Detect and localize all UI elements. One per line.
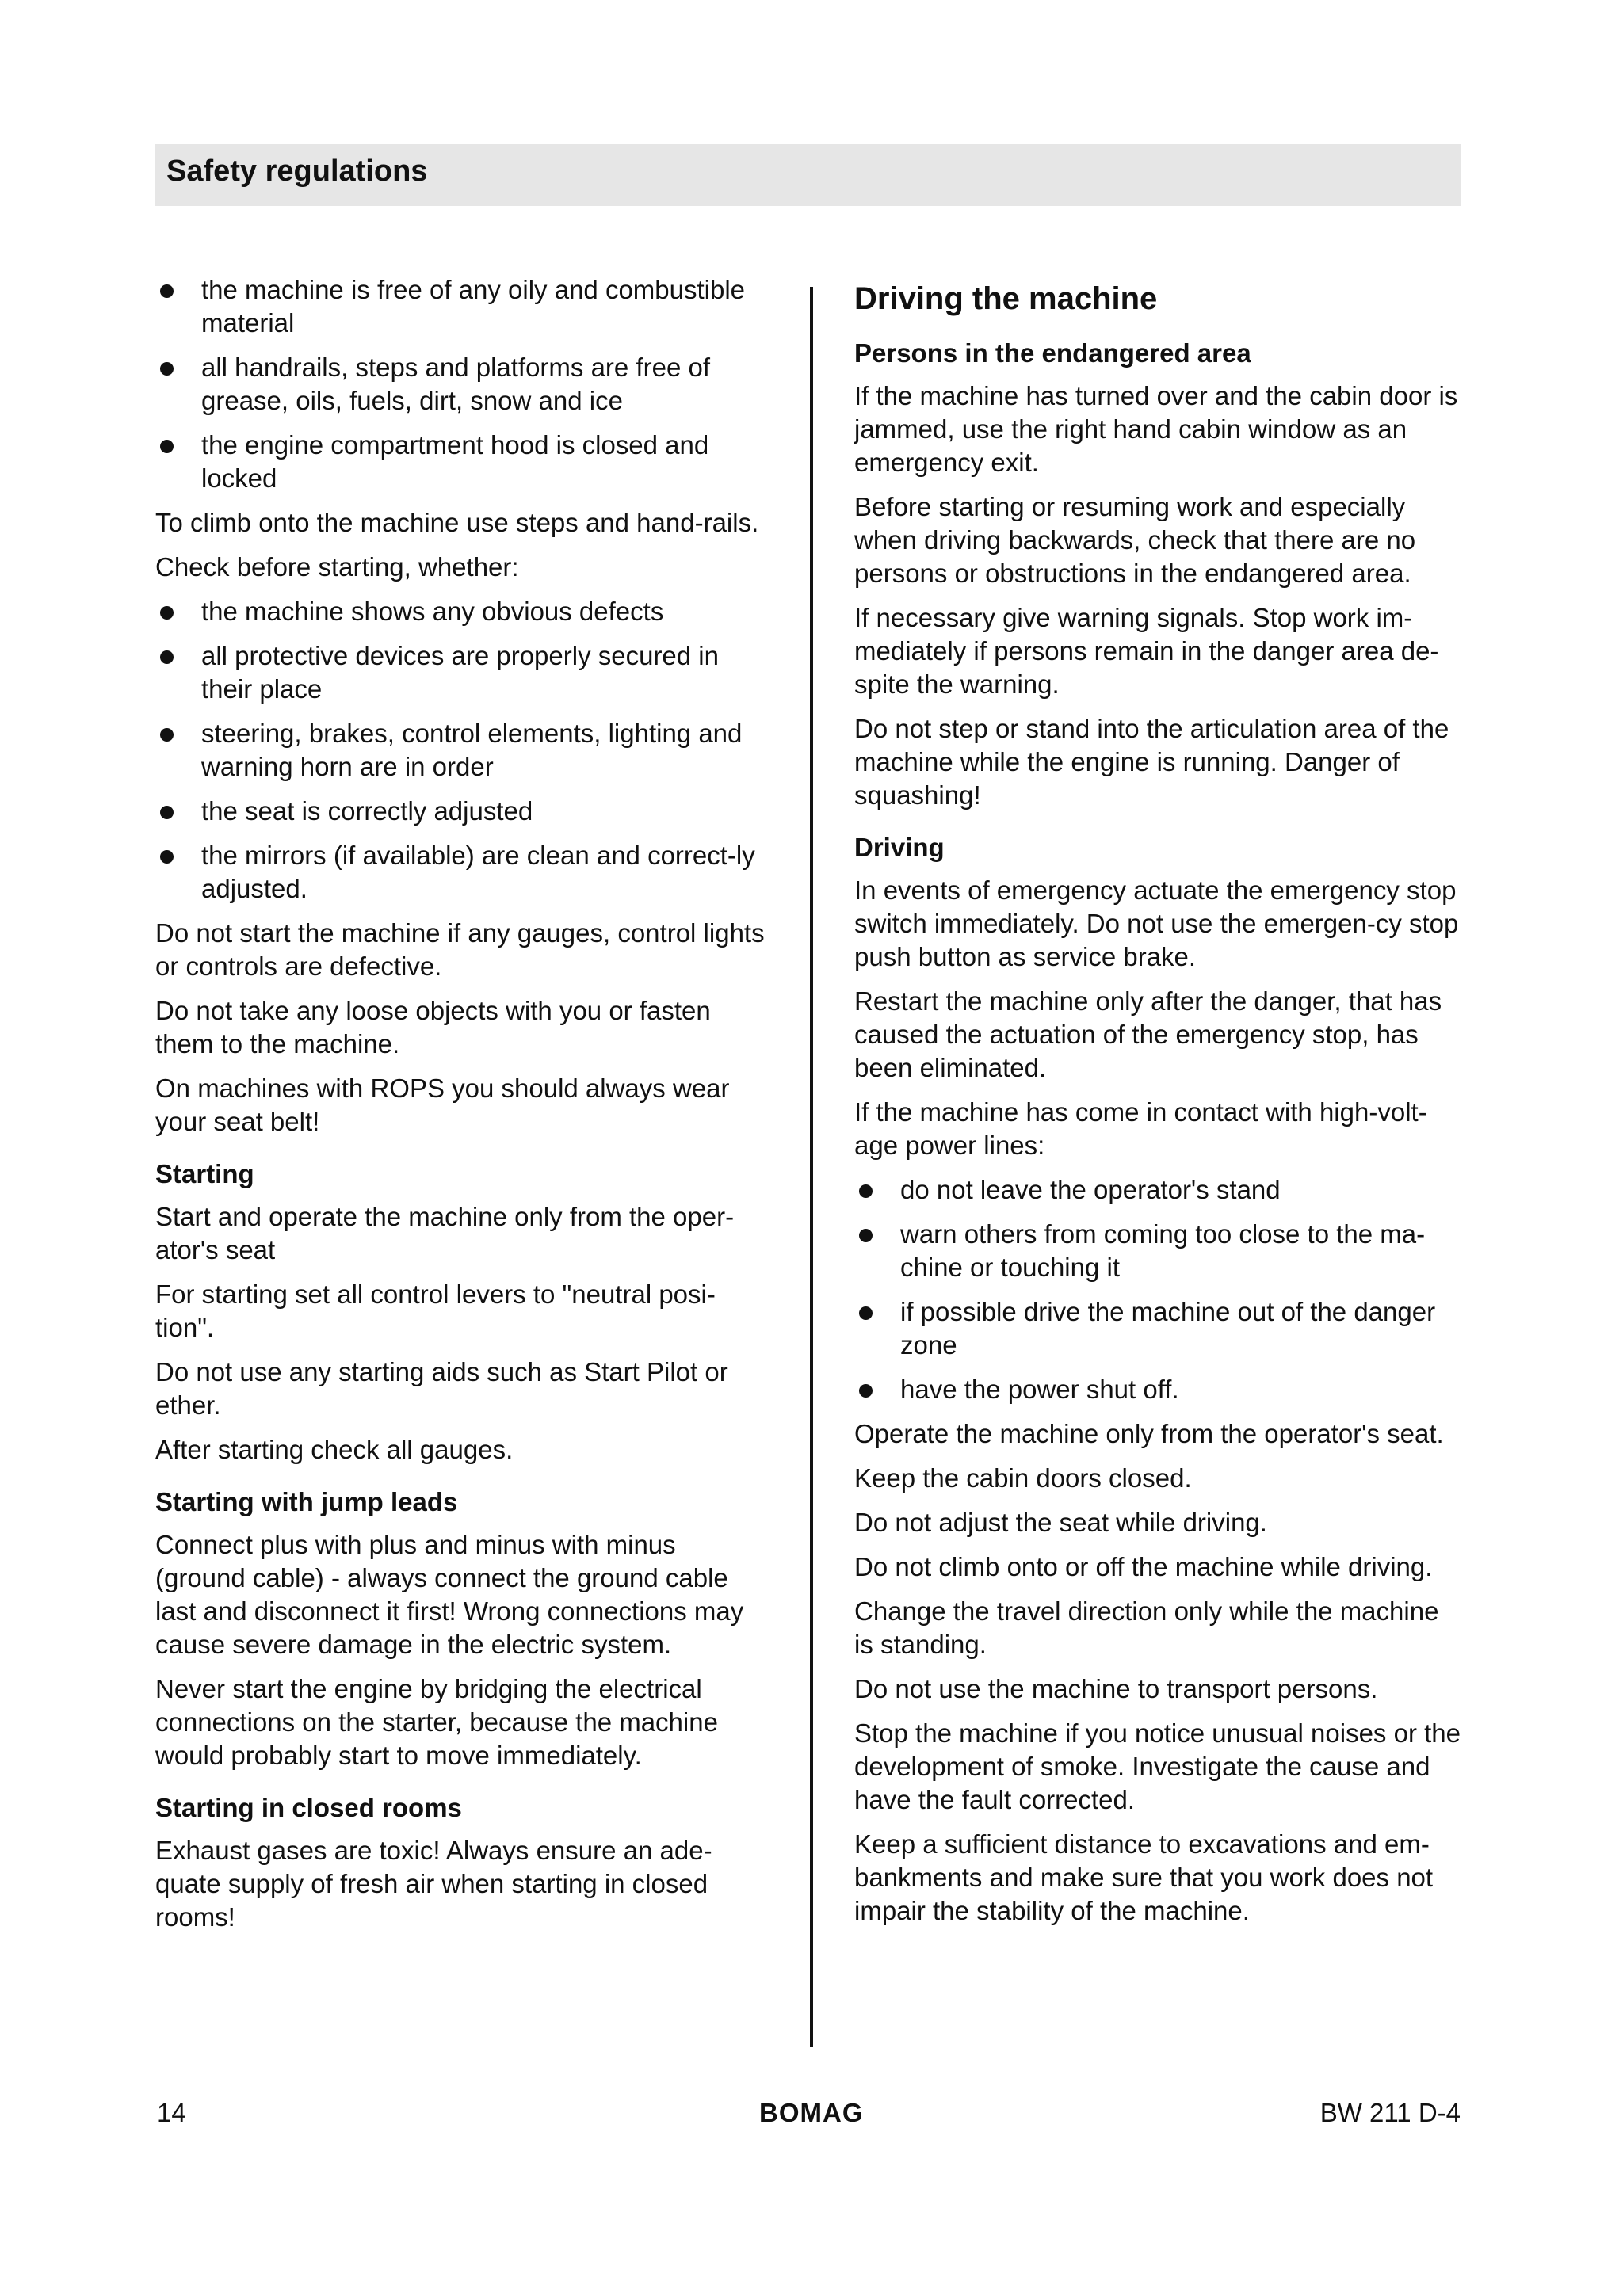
paragraph: Do not take any loose objects with you or fasten them to the machine. (155, 996, 711, 1058)
list-item (854, 1373, 1463, 1406)
intro-bullet-list (155, 273, 766, 495)
bullet-text: the machine shows any obvious defects (201, 597, 664, 626)
bullet-text: the seat is correctly adjusted (201, 796, 533, 826)
paragraph: Before starting or resuming work and especially when driving backwards, check that there are no persons or obstructions in the endangered area. (854, 492, 1416, 588)
paragraph: Do not use the machine to transport persons. (854, 1674, 1378, 1703)
bullet-icon (859, 1384, 873, 1398)
model-name: BW 211 D-4 (1319, 2098, 1461, 2127)
bullet-text: all protective devices are properly secured in their place (201, 641, 719, 704)
paragraph: If the machine has come in contact with high-volt-age power lines: (854, 1097, 1427, 1160)
driving-heading: Driving (854, 833, 945, 862)
right-column (854, 273, 1463, 1939)
paragraph: In events of emergency actuate the emergency stop switch immediately. Do not use the emergen-cy stop push button as service brake. (854, 875, 1459, 971)
paragraph: Never start the engine by bridging the electrical connections on the starter, because the machine would probably start to move immediately. (155, 1674, 718, 1770)
paragraph: Do not use any starting aids such as Start Pilot or ether. (155, 1357, 728, 1420)
bullet-icon (160, 362, 174, 376)
section-title: Driving the machine (854, 281, 1158, 316)
list-item (854, 1173, 1463, 1207)
paragraph: Do not start the machine if any gauges, control lights or controls are defective. (155, 918, 765, 981)
paragraph: Restart the machine only after the danger, that has caused the actuation of the emergency stop, has been eliminated. (854, 986, 1442, 1082)
bullet-icon (859, 1184, 873, 1198)
column-divider (810, 287, 813, 2047)
paragraph: Do not adjust the seat while driving. (854, 1508, 1267, 1537)
list-item (155, 839, 766, 906)
bullet-icon (160, 284, 174, 298)
paragraph: Change the travel direction only while the machine is standing. (854, 1596, 1439, 1659)
left-column (155, 273, 766, 1945)
paragraph: Connect plus with plus and minus with minus (ground cable) - always connect the ground cable last and disconnect it first! Wrong connections may cause severe damage in the electric system. (155, 1530, 744, 1659)
starting-heading: Starting (155, 1159, 254, 1188)
list-item (854, 1218, 1463, 1284)
paragraph: Do not climb onto or off the machine while driving. (854, 1552, 1433, 1581)
bullet-text: if possible drive the machine out of the danger zone (900, 1297, 1436, 1360)
bullet-icon (160, 850, 174, 864)
closed-rooms-heading: Starting in closed rooms (155, 1793, 462, 1822)
list-item (155, 351, 766, 418)
bullet-icon (160, 806, 174, 819)
bullet-icon (160, 606, 174, 620)
bullet-icon (160, 650, 174, 664)
list-item (155, 429, 766, 495)
list-item (155, 795, 766, 828)
paragraph: Keep the cabin doors closed. (854, 1463, 1192, 1493)
list-item (854, 1295, 1463, 1362)
paragraph: On machines with ROPS you should always wear your seat belt! (155, 1074, 730, 1136)
bullet-text: warn others from coming too close to the ma-chine or touching it (900, 1219, 1426, 1282)
bullet-icon (160, 440, 174, 453)
paragraph: Do not step or stand into the articulation area of the machine while the engine is running. Danger of squashing! (854, 714, 1449, 810)
bullet-text: the machine is free of any oily and combustible material (201, 275, 746, 338)
bullet-icon (859, 1306, 873, 1320)
check-bullet-list (155, 595, 766, 906)
paragraph: If the machine has turned over and the cabin door is jammed, use the right hand cabin window as an emergency exit. (854, 381, 1458, 477)
page-title: Safety regulations (166, 154, 428, 188)
bullet-text: the mirrors (if available) are clean and correct-ly adjusted. (201, 841, 755, 903)
paragraph: Operate the machine only from the operator's seat. (854, 1419, 1444, 1448)
bullet-text: have the power shut off. (900, 1375, 1179, 1404)
bullet-icon (160, 728, 174, 742)
check-intro-paragraph: Check before starting, whether: (155, 552, 519, 582)
brand-name: BOMAG (759, 2098, 864, 2127)
climb-paragraph: To climb onto the machine use steps and hand-rails. (155, 508, 759, 537)
paragraph: Keep a sufficient distance to excavations and em-bankments and make sure that you work does not impair the stability of the machine. (854, 1829, 1434, 1925)
bullet-text: all handrails, steps and platforms are free of grease, oils, fuels, dirt, snow and ice (201, 353, 711, 415)
paragraph: Exhaust gases are toxic! Always ensure an ade-quate supply of fresh air when starting in closed rooms! (155, 1836, 712, 1932)
paragraph: For starting set all control levers to "neutral posi-tion". (155, 1280, 716, 1342)
endangered-area-heading: Persons in the endangered area (854, 338, 1251, 368)
power-lines-bullet-list (854, 1173, 1463, 1406)
page-number: 14 (157, 2098, 186, 2127)
paragraph: If necessary give warning signals. Stop work im-mediately if persons remain in the danger area de-spite the warning. (854, 603, 1439, 699)
list-item (155, 273, 766, 340)
list-item (155, 639, 766, 706)
header-bar (155, 144, 1461, 206)
paragraph: Start and operate the machine only from the oper-ator's seat (155, 1202, 735, 1264)
jump-leads-heading: Starting with jump leads (155, 1487, 458, 1516)
paragraph: After starting check all gauges. (155, 1435, 514, 1464)
paragraph: Stop the machine if you notice unusual noises or the development of smoke. Investigate the cause and have the fault corrected. (854, 1718, 1461, 1814)
bullet-text: the engine compartment hood is closed and locked (201, 430, 709, 493)
bullet-icon (859, 1229, 873, 1242)
list-item (155, 717, 766, 784)
bullet-text: do not leave the operator's stand (900, 1175, 1281, 1204)
list-item (155, 595, 766, 628)
bullet-text: steering, brakes, control elements, lighting and warning horn are in order (201, 719, 743, 781)
